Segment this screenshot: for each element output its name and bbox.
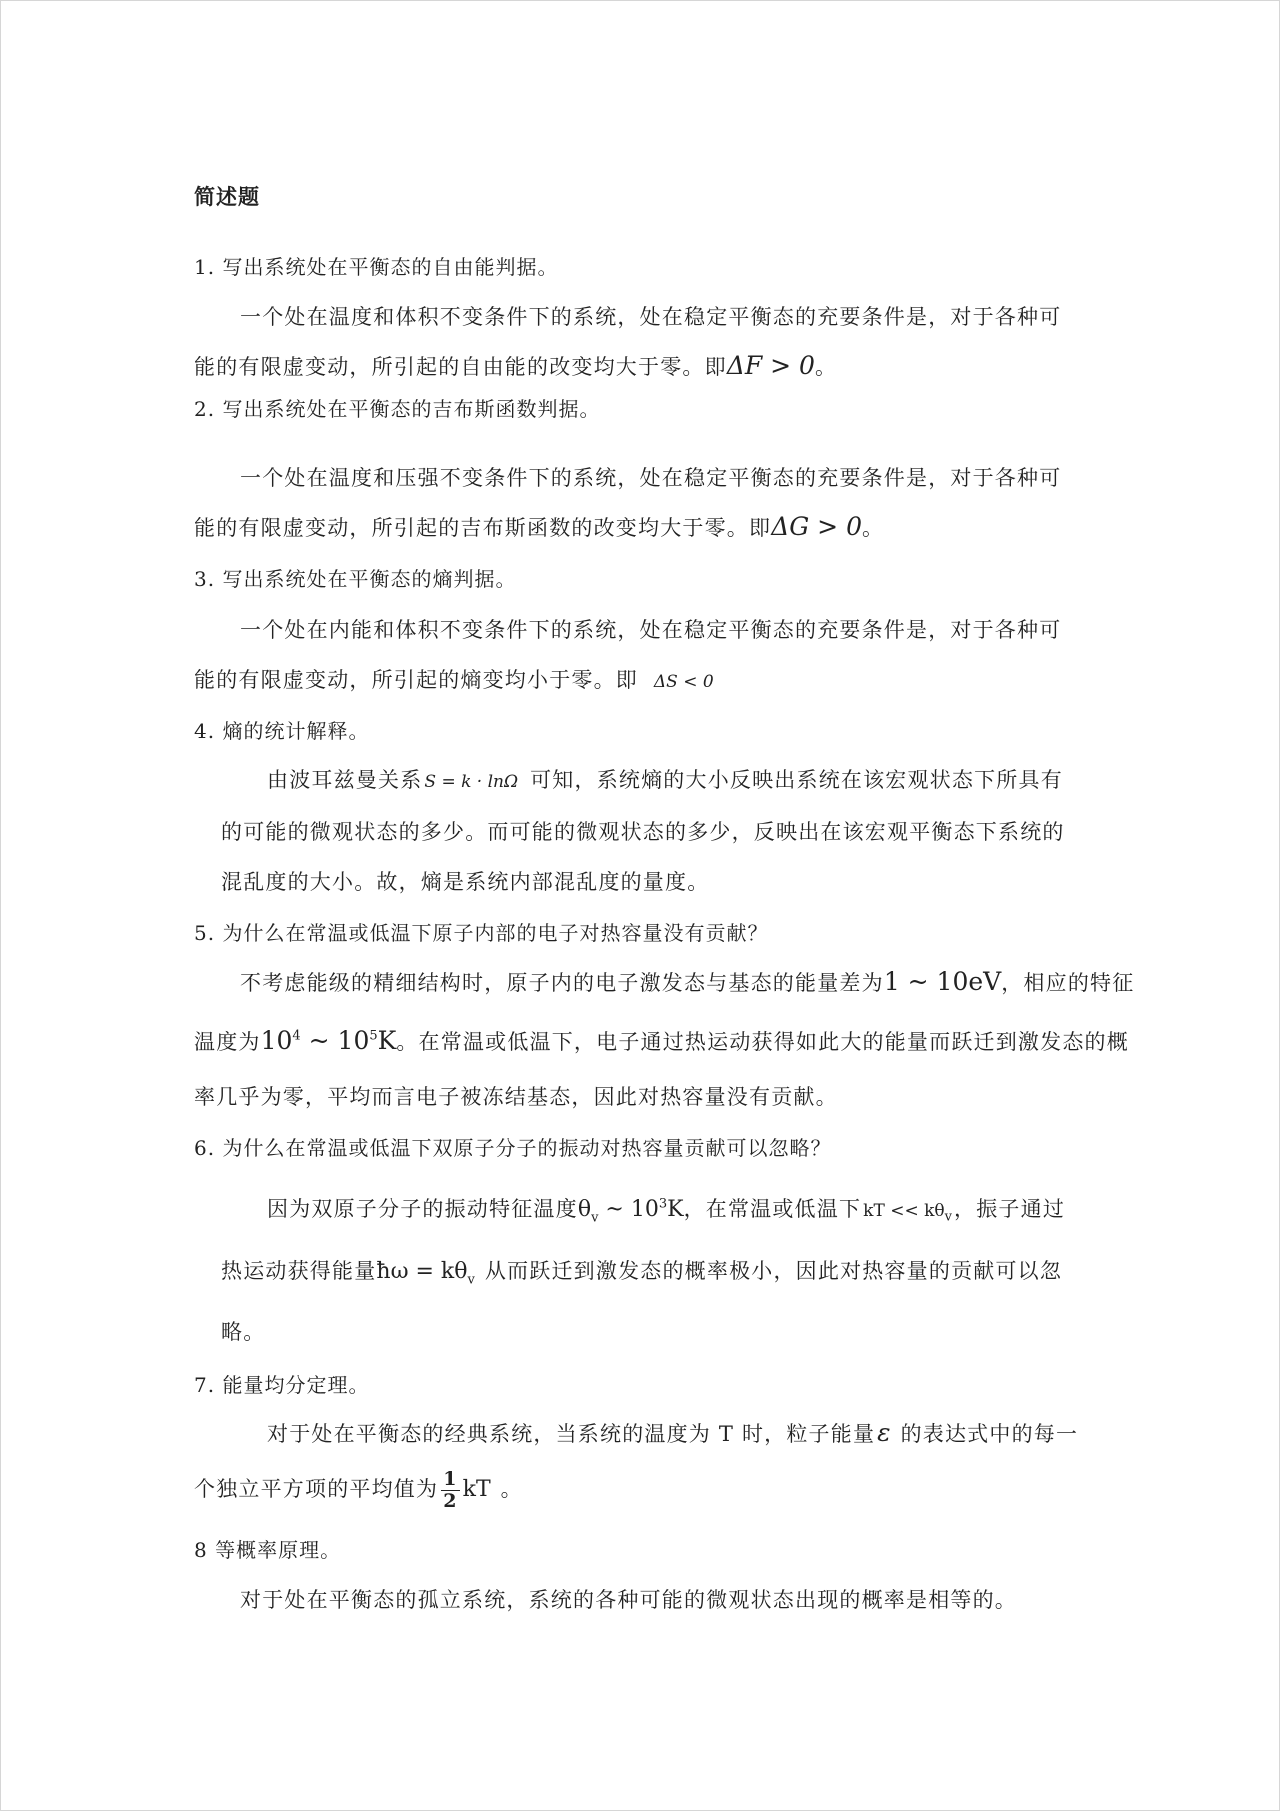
- answer-1-line-2: [194, 351, 837, 381]
- answer-3-line-2: [194, 664, 714, 694]
- answer-6-line-1: [267, 1193, 1066, 1226]
- formula-base: ~ 10: [598, 1197, 659, 1222]
- answer-6-line-2: [221, 1255, 1063, 1288]
- formula-exponent-1: 4: [292, 1028, 301, 1044]
- answer-2-end: 。: [861, 516, 885, 540]
- answer-6-text-a: 因为双原子分子的振动特征温度: [267, 1197, 578, 1221]
- formula-one-half: [441, 1469, 459, 1512]
- formula-theta: θ: [577, 1197, 592, 1222]
- answer-4-text-a: 由波耳兹曼关系: [267, 768, 423, 792]
- answer-5-text-a: 不考虑能级的精细结构时，原子内的电子激发态与基态的能量差为: [240, 971, 884, 995]
- answer-7-text-a: 对于处在平衡态的经典系统，当系统的温度为 T 时，粒子能量: [267, 1422, 876, 1446]
- question-8: 8 等概率原理。: [194, 1538, 342, 1562]
- fraction-numerator: 1: [443, 1468, 458, 1490]
- formula-energy: ħω = kθ: [376, 1259, 468, 1284]
- formula-kt: kT << kθ: [863, 1201, 945, 1221]
- formula-base-2: ~ 10: [300, 1026, 370, 1055]
- formula-energy-gap: 1 ~ 10eV: [883, 967, 1002, 996]
- formula-exponent: 3: [658, 1196, 668, 1212]
- answer-1-text: 能的有限虚变动，所引起的自由能的改变均大于零。即: [194, 355, 727, 379]
- fraction-denominator: 2: [443, 1490, 458, 1512]
- formula-boltzmann: S = k · lnΩ: [424, 772, 519, 792]
- formula-kt-sub: v: [944, 1209, 953, 1225]
- section-title: 简述题: [194, 184, 260, 209]
- answer-5-text-d: 。在常温或低温下，电子通过热运动获得如此大的能量而跃迁到激发态的概: [396, 1030, 1129, 1054]
- question-4: 4. 熵的统计解释。: [194, 719, 370, 743]
- question-6: 6. 为什么在常温或低温下双原子分子的振动对热容量贡献可以忽略？: [194, 1136, 832, 1160]
- formula-theta-sub: v: [591, 1210, 599, 1226]
- formula-delta-g: ΔG > 0: [771, 512, 862, 541]
- question-5: 5. 为什么在常温或低温下原子内部的电子对热容量没有贡献？: [194, 921, 769, 945]
- answer-6-line-3: 略。: [221, 1320, 266, 1344]
- formula-delta-s: ΔS < 0: [653, 672, 714, 692]
- answer-7-line-1: [267, 1418, 1078, 1448]
- formula-kt: kT: [462, 1477, 491, 1502]
- answer-4-line-1: [267, 764, 1063, 794]
- formula-energy-sub: v: [467, 1272, 475, 1288]
- answer-3-line-1: 一个处在内能和体积不变条件下的系统，处在稳定平衡态的充要条件是，对于各种可: [240, 618, 1062, 642]
- answer-5-text-c: 温度为: [194, 1030, 261, 1054]
- formula-unit: K: [377, 1026, 397, 1055]
- answer-5-line-2: [194, 1026, 1129, 1056]
- answer-5-text-b: ，相应的特征: [1001, 971, 1135, 995]
- formula-delta-f: ΔF > 0: [726, 351, 815, 380]
- answer-4-text-b: 可知，系统熵的大小反映出系统在该宏观状态下所具有: [530, 768, 1063, 792]
- formula-epsilon: ε: [877, 1418, 891, 1447]
- answer-6-text-b: ，在常温或低温下: [683, 1197, 862, 1221]
- question-3: 3. 写出系统处在平衡态的熵判据。: [194, 567, 517, 591]
- answer-7-text-c: 个独立平方项的平均值为: [194, 1477, 439, 1501]
- formula-exponent-2: 5: [369, 1028, 378, 1044]
- answer-7-end: 。: [500, 1477, 523, 1501]
- answer-1-line-1: 一个处在温度和体积不变条件下的系统，处在稳定平衡态的充要条件是，对于各种可: [240, 305, 1062, 329]
- answer-6-text-c: ，振子通过: [954, 1197, 1066, 1221]
- answer-8-line-1: 对于处在平衡态的孤立系统，系统的各种可能的微观状态出现的概率是相等的。: [240, 1588, 1017, 1612]
- answer-6-text-d: 热运动获得能量: [221, 1259, 377, 1283]
- formula-temperature-range: [261, 1026, 397, 1055]
- answer-2-text: 能的有限虚变动，所引起的吉布斯函数的改变均大于零。即: [194, 516, 772, 540]
- formula-hbar-omega: [376, 1259, 475, 1288]
- answer-7-text-b: 的表达式中的每一: [900, 1422, 1079, 1446]
- answer-2-line-1: 一个处在温度和压强不变条件下的系统，处在稳定平衡态的充要条件是，对于各种可: [240, 466, 1062, 490]
- answer-1-end: 。: [814, 355, 838, 379]
- answer-3-text: 能的有限虚变动，所引起的熵变均小于零。即: [194, 668, 638, 692]
- question-7: 7. 能量均分定理。: [194, 1373, 370, 1397]
- formula-base-1: 10: [260, 1026, 293, 1055]
- answer-2-line-2: [194, 512, 884, 542]
- answer-5-line-1: [240, 967, 1134, 997]
- answer-4-line-3: 混乱度的大小。故，熵是系统内部混乱度的量度。: [221, 870, 710, 894]
- answer-4-line-2: 的可能的微观状态的多少。而可能的微观状态的多少，反映出在该宏观平衡态下系统的: [221, 820, 1065, 844]
- answer-5-line-3: 率几乎为零，平均而言电子被冻结基态，因此对热容量没有贡献。: [194, 1085, 838, 1109]
- formula-kt-compare: [863, 1201, 953, 1225]
- question-1: 1. 写出系统处在平衡态的自由能判据。: [194, 255, 559, 279]
- formula-theta-v: [577, 1196, 684, 1226]
- formula-unit: K: [667, 1197, 684, 1222]
- question-2: 2. 写出系统处在平衡态的吉布斯函数判据。: [194, 397, 601, 421]
- answer-7-line-2: [194, 1469, 523, 1512]
- answer-6-text-e: 从而跃迁到激发态的概率极小，因此对热容量的贡献可以忽: [484, 1259, 1063, 1283]
